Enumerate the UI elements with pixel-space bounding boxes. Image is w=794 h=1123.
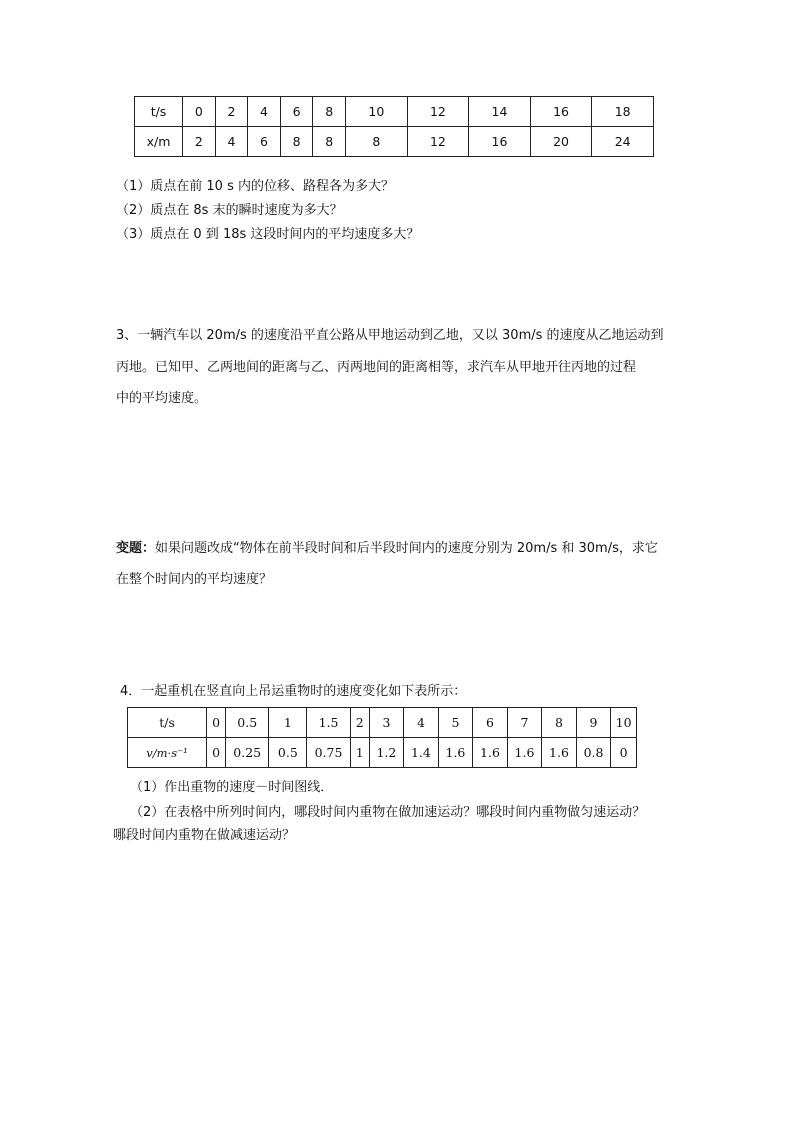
table-cell: 1.4 [404,738,439,768]
table-row [135,97,654,127]
table-cell: 0.5 [226,708,269,738]
table-cell: 18 [592,97,654,127]
table-cell: 0.8 [576,738,611,768]
question-3-line-1: 3、一辆汽车以 20m/s 的速度沿平直公路从甲地运动到乙地，又以 30m/s 的速度从乙地运动到 [116,328,664,343]
table-cell: 1.2 [369,738,404,768]
table-cell: v/m·s⁻¹ [128,738,207,768]
table-cell: 12 [407,97,469,127]
table-cell: 2 [183,127,216,157]
variant-text: 如果问题改成“物体在前半段时间和后半段时间内的速度分别为 20m/s 和 30m/s，求它 [155,541,658,556]
table-cell: 1.5 [307,708,350,738]
table-row [135,127,654,157]
table-cell: 1.6 [473,738,508,768]
velocity-time-table [127,707,637,768]
table-cell: 8 [542,708,577,738]
question-4-sub-2-line-1: （2）在表格中所列时间内，哪段时间内重物在做加速运动？哪段时间内重物做匀速运动？ [130,805,646,820]
table-cell: 7 [507,708,542,738]
table-cell: t/s [135,97,183,127]
table-cell: 0 [611,738,637,768]
table-cell: 14 [469,97,531,127]
question-3-line-3: 中的平均速度。 [116,391,208,406]
question-2-sub-1: （1）质点在前 10 s 内的位移、路程各为多大？ [116,179,394,194]
table-cell: 12 [407,127,469,157]
table-cell: 8 [313,97,346,127]
table-cell: 4 [248,97,281,127]
table-cell: 0 [207,738,226,768]
table-cell: 1 [350,738,369,768]
table-cell: 0.5 [269,738,307,768]
table-cell: 8 [280,127,313,157]
position-time-table [134,96,654,157]
table-row [128,708,637,738]
table-cell: 2 [215,97,248,127]
table-cell: 24 [592,127,654,157]
table-cell: 8 [346,127,408,157]
question-4-sub-1: （1）作出重物的速度－时间图线． [130,780,334,795]
table-cell: 0.75 [307,738,350,768]
table-cell: 20 [530,127,592,157]
table-cell: 3 [369,708,404,738]
table-cell: 1 [269,708,307,738]
table-cell: t/s [128,708,207,738]
question-4-sub-2-line-2: 哪段时间内重物在做减速运动？ [113,828,296,843]
variant-label: 变题： [116,541,156,556]
table-cell: 10 [346,97,408,127]
table-cell: 10 [611,708,637,738]
table-row [128,738,637,768]
question-3-line-2: 丙地。已知甲、乙两地间的距离与乙、丙两地间的距离相等，求汽车从甲地开往丙地的过程 [116,360,637,375]
table-cell: 6 [473,708,508,738]
table-cell: 6 [248,127,281,157]
table-cell: 0.25 [226,738,269,768]
table-cell: 1.6 [507,738,542,768]
table-cell: 8 [313,127,346,157]
table-cell: 1.6 [542,738,577,768]
table-cell: 9 [576,708,611,738]
table-cell: 6 [280,97,313,127]
variant-line-1 [116,537,658,556]
question-2-sub-2: （2）质点在 8s 末的瞬时速度为多大？ [116,203,343,218]
table-cell: x/m [135,127,183,157]
table-cell: 1.6 [438,738,473,768]
table-cell: 2 [350,708,369,738]
table-cell: 4 [404,708,439,738]
question-4-intro: 4．一起重机在竖直向上吊运重物时的速度变化如下表所示： [120,684,467,699]
table-cell: 0 [207,708,226,738]
question-2-sub-3: （3）质点在 0 到 18s 这段时间内的平均速度多大？ [116,227,420,242]
table-cell: 16 [469,127,531,157]
variant-line-2: 在整个时间内的平均速度？ [116,572,273,587]
table-cell: 4 [215,127,248,157]
table-cell: 16 [530,97,592,127]
table-cell: 0 [183,97,216,127]
table-cell: 5 [438,708,473,738]
